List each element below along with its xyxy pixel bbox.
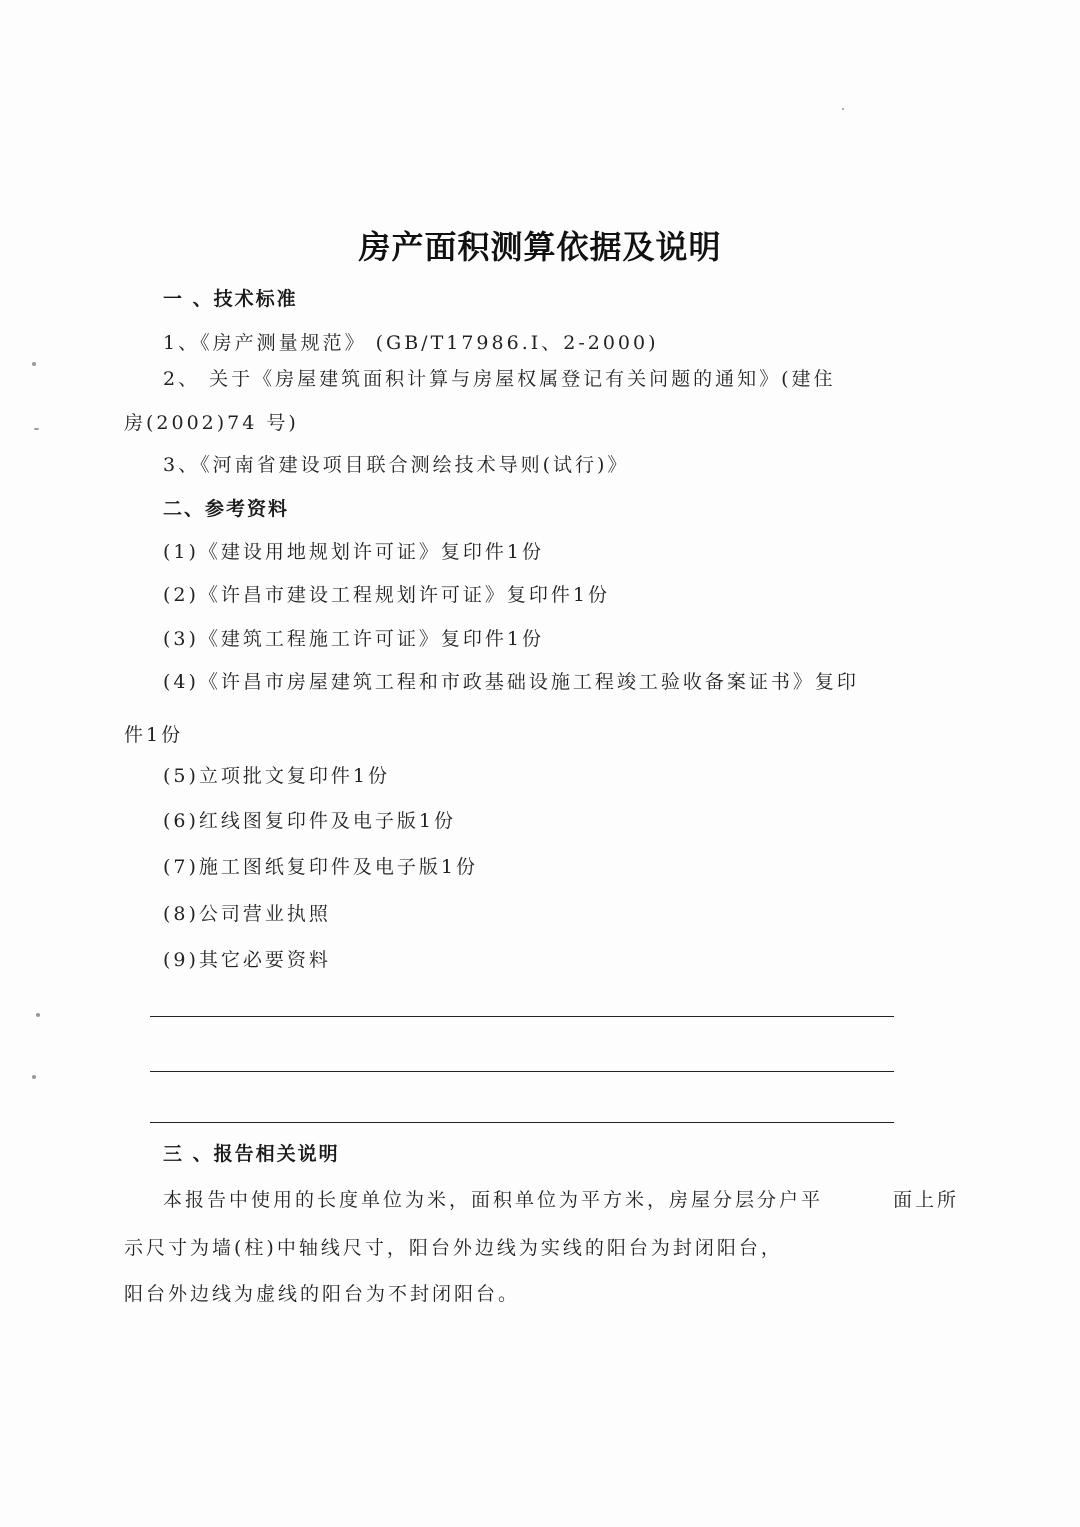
blank-rule-2 bbox=[150, 1071, 894, 1072]
reference-item-2: (2)《许昌市建设工程规划许可证》复印件1份 bbox=[163, 584, 611, 606]
reference-item-9: (9)其它必要资料 bbox=[163, 949, 331, 971]
reference-item-8: (8)公司营业执照 bbox=[163, 903, 331, 925]
reference-item-4-continued: 件1份 bbox=[124, 724, 184, 746]
section-heading-references: 二、参考资料 bbox=[163, 498, 290, 520]
reference-item-7: (7)施工图纸复印件及电子版1份 bbox=[163, 856, 479, 878]
reference-item-3: (3)《建筑工程施工许可证》复印件1份 bbox=[163, 628, 545, 650]
report-note-line-3: 阳台外边线为虚线的阳台为不封闭阳台。 bbox=[124, 1283, 521, 1305]
page-title: 房产面积测算依据及说明 bbox=[358, 228, 722, 266]
reference-item-4: (4)《许昌市房屋建筑工程和市政基础设施工程竣工验收备案证书》复印 bbox=[163, 671, 859, 693]
reference-item-6: (6)红线图复印件及电子版1份 bbox=[163, 810, 457, 832]
reference-item-5: (5)立项批文复印件1份 bbox=[163, 765, 391, 787]
scan-speck bbox=[842, 108, 844, 110]
report-note-line-1: 本报告中使用的长度单位为米，面积单位为平方米，房屋分层分户平 bbox=[163, 1189, 824, 1211]
scan-speck bbox=[32, 362, 36, 366]
standard-item-1: 1、《房产测量规范》 (GB/T17986.I、2-2000) bbox=[163, 332, 659, 354]
reference-item-1: (1)《建设用地规划许可证》复印件1份 bbox=[163, 541, 545, 563]
scan-speck bbox=[36, 1013, 40, 1017]
scan-speck bbox=[34, 428, 39, 430]
blank-rule-3 bbox=[150, 1122, 894, 1123]
standard-item-3: 3、《河南省建设项目联合测绘技术导则(试行)》 bbox=[163, 454, 630, 476]
section-heading-tech-standards: 一 、技术标准 bbox=[163, 288, 298, 310]
blank-rule-1 bbox=[150, 1016, 894, 1017]
standard-item-2-line-2: 房(2002)74 号) bbox=[124, 412, 299, 434]
section-heading-report-notes: 三 、报告相关说明 bbox=[163, 1143, 340, 1165]
report-note-line-1-tail: 面上所 bbox=[893, 1189, 960, 1211]
scan-speck bbox=[32, 1075, 36, 1079]
standard-item-2-line-1: 2、 关于《房屋建筑面积计算与房屋权属登记有关问题的通知》(建住 bbox=[163, 368, 836, 390]
report-note-line-2: 示尺寸为墙(柱)中轴线尺寸，阳台外边线为实线的阳台为封闭阳台， bbox=[124, 1237, 783, 1259]
